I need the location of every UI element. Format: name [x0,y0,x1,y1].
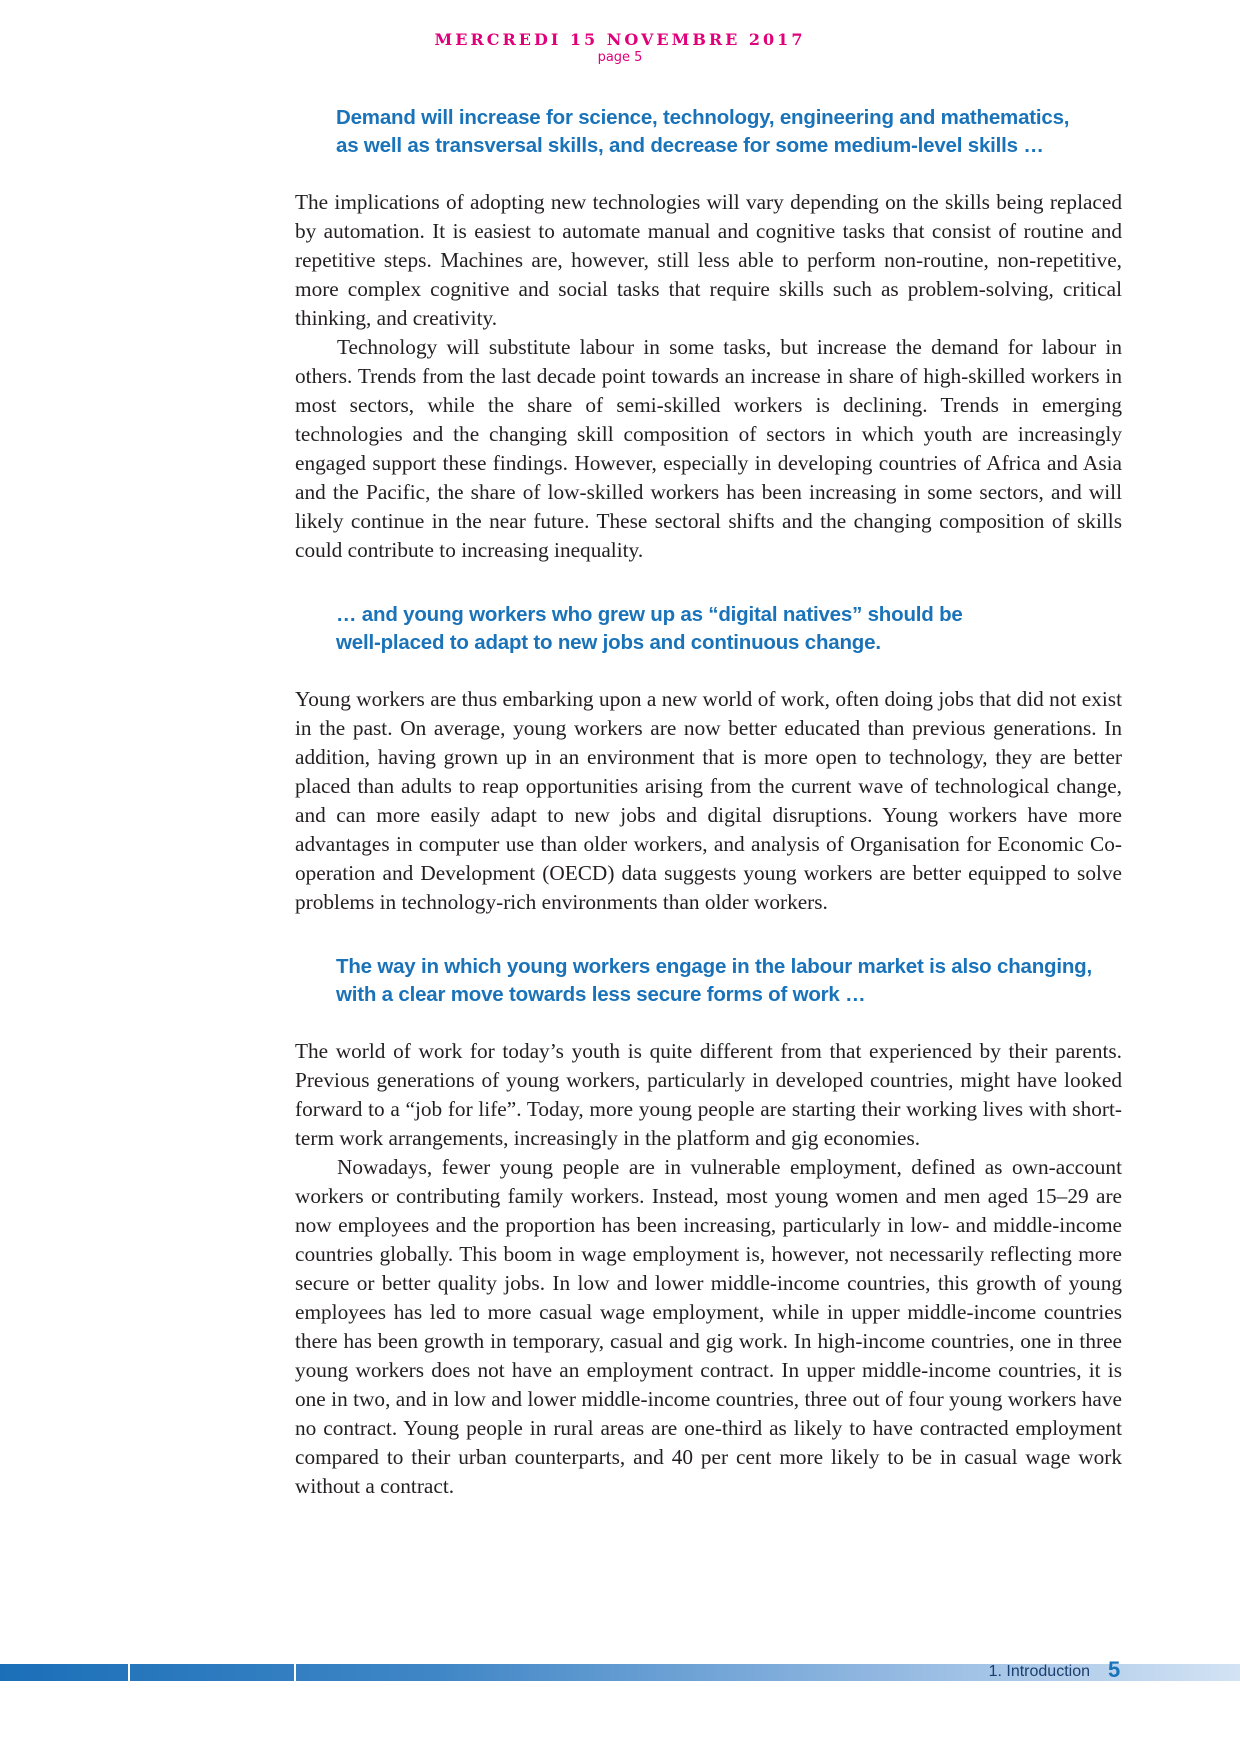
header-date: MERCREDI 15 NOVEMBRE 2017 [434,30,806,49]
section-3-heading [336,953,1096,1009]
heading-line: Demand will increase for science, technology, engineering and mathematics, [336,106,1070,129]
body-paragraph: Technology will substitute labour in some tasks, but increase the demand for labour in others. Trends from the last decade point towards an increase in share of high-skilled workers in most sectors, while the share of semi-skilled workers is declining. Trends in emerging technologies and the changing skill composition of sectors in which youth are increasingly engaged support these findings. However, especially in developing countries of Africa and Asia and the Pacific, the share of low-skilled workers has been increasing in some sectors, and will likely continue in the near future. These sectoral shifts and the changing composition of skills could contribute to increasing inequality. [295,335,1122,562]
section-2-body [295,685,1122,917]
section-1-heading [336,104,1096,160]
page-header [0,30,1240,65]
footer-page-number: 5 [1108,1657,1121,1682]
footer-bar-divider [128,1664,130,1681]
heading-line: … and young workers who grew up as “digital natives” should be [336,603,963,626]
section-1-body [295,188,1122,565]
body-paragraph: The world of work for today’s youth is quite different from that experienced by their parents. Previous generations of young workers, particularly in developed countries, might have looked forward to a “job for life”. Today, more young people are starting their working lives with short-term work arrangements, increasingly in the platform and gig economies. [295,1039,1122,1150]
header-page-number: page 5 [597,50,643,65]
body-paragraph: Nowadays, fewer young people are in vulnerable employment, defined as own-account workers or contributing family workers. Instead, most young women and men aged 15–29 are now employees and the proportion has been increasing, particularly in low- and middle-income countries globally. This boom in wage employment is, however, not necessarily reflecting more secure or better quality jobs. In low and lower middle-income countries, this growth of young employees has led to more casual wage employment, while in upper middle-income countries there has been growth in temporary, casual and gig work. In high-income countries, one in three young workers does not have an employment contract. In upper middle-income countries, it is one in two, and in low and lower middle-income countries, three out of four young workers have no contract. Young people in rural areas are one-third as likely to have contracted employment compared to their urban counterparts, and 40 per cent more likely to be in casual wage work without a contract. [295,1155,1122,1498]
heading-line: The way in which young workers engage in the labour market is also changing, [336,955,1092,978]
heading-line: as well as transversal skills, and decrease for some medium-level skills … [336,134,1044,157]
section-3-body [295,1037,1122,1501]
footer-section-label: 1. Introduction [988,1663,1090,1680]
heading-line: with a clear move towards less secure forms of work … [336,983,866,1006]
heading-line: well-placed to adapt to new jobs and continuous change. [336,631,881,654]
body-paragraph: Young workers are thus embarking upon a new world of work, often doing jobs that did not exist in the past. On average, young workers are now better educated than previous generations. In addition, having grown up in an environment that is more open to technology, they are better placed than adults to reap opportunities arising from the current wave of technological change, and can more easily adapt to new jobs and digital disruptions. Young workers have more advantages in computer use than older workers, and analysis of Organisation for Economic Co-operation and Development (OECD) data suggests young workers are better equipped to solve problems in technology-rich environments than older workers. [295,687,1122,914]
body-paragraph: The implications of adopting new technologies will vary depending on the skills being replaced by automation. It is easiest to automate manual and cognitive tasks that consist of routine and repetitive steps. Machines are, however, still less able to perform non-routine, non-repetitive, more complex cognitive and social tasks that require skills such as problem-solving, critical thinking, and creativity. [295,190,1122,330]
section-2-heading [336,601,1096,657]
footer-bar-divider [294,1664,296,1681]
